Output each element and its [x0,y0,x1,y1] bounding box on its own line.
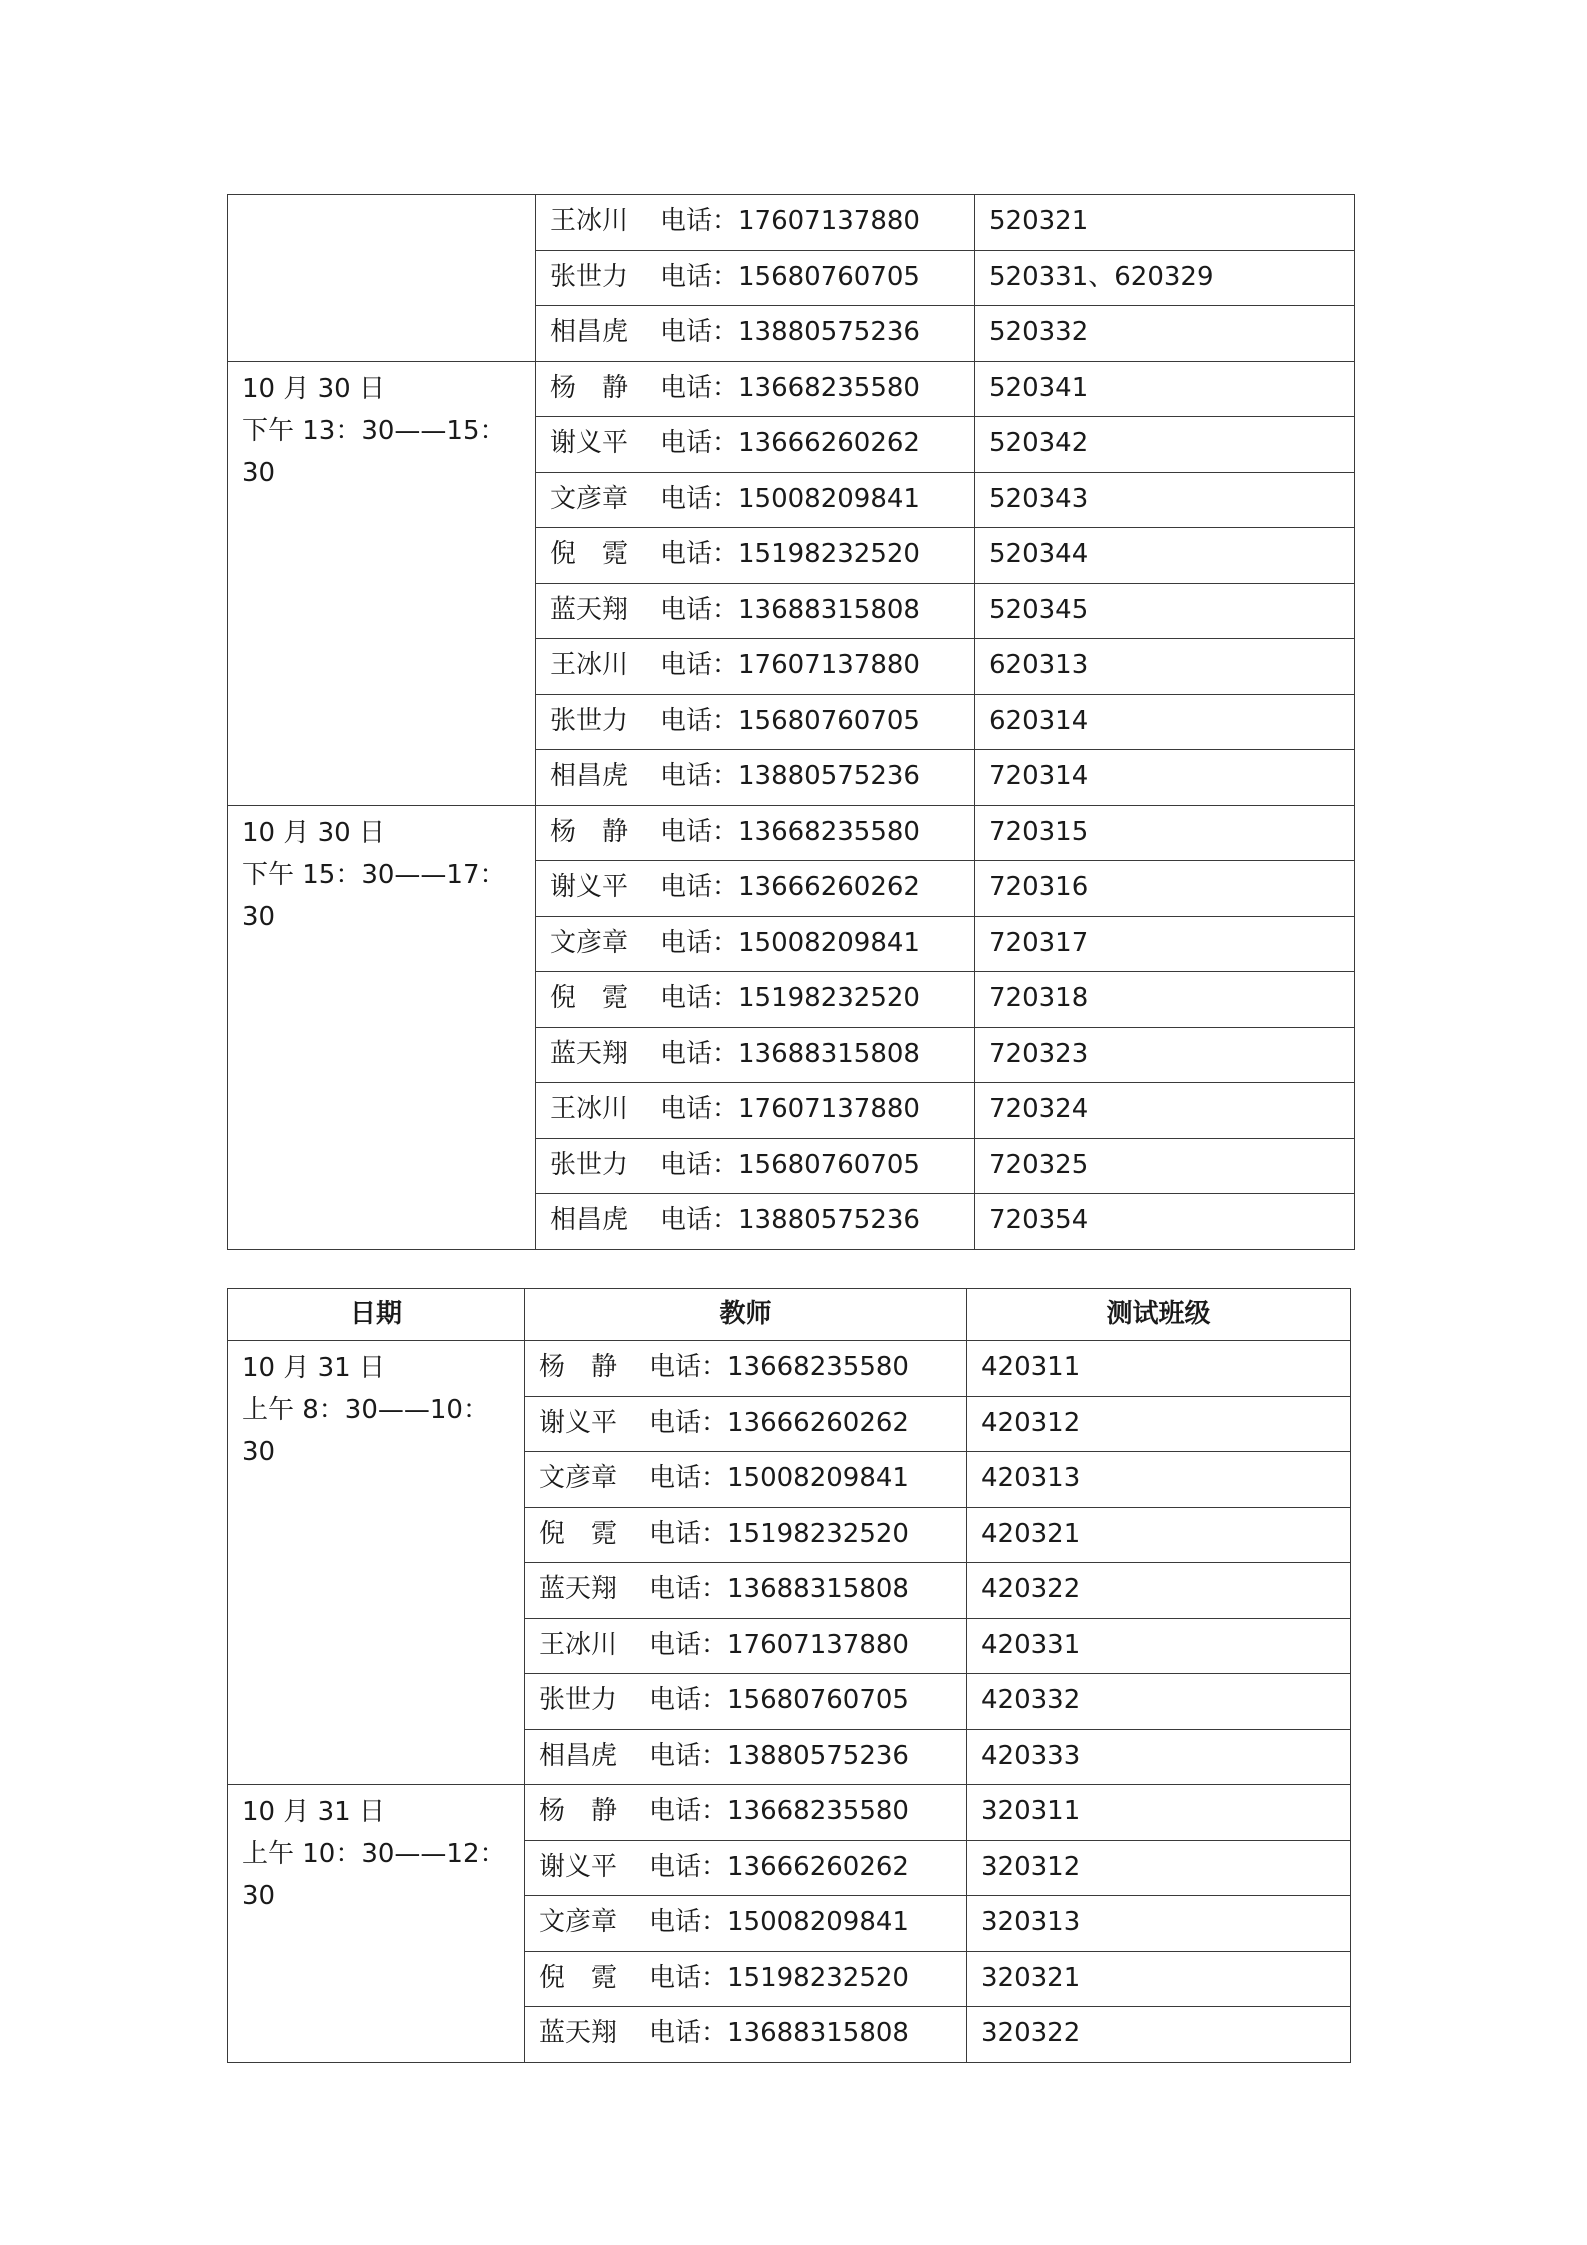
phone-number: 13668235580 [727,1352,909,1383]
teacher-cell [525,1785,967,1841]
phone-label: 电话： [660,483,739,514]
class-cell: 420331 [967,1618,1351,1674]
teacher-cell [525,1618,967,1674]
teacher-cell [536,195,975,251]
phone-number: 15008209841 [738,483,920,514]
class-cell: 520331、620329 [975,250,1355,306]
date-cell [228,1341,525,1785]
class-cell: 520344 [975,528,1355,584]
phone-label: 电话： [649,1463,728,1494]
teacher-cell [525,1840,967,1896]
class-cell: 620314 [975,694,1355,750]
date-cell [228,361,536,805]
date-line: 10 月 30 日 [242,817,385,848]
class-cell: 520345 [975,583,1355,639]
teacher-name: 张世力 [550,261,629,292]
class-cell: 720324 [975,1083,1355,1139]
phone-label: 电话： [660,594,739,625]
time-line: 下午 13：30——15：30 [242,415,506,488]
phone-number: 15198232520 [738,539,920,570]
time-line: 上午 10：30——12：30 [242,1839,506,1911]
teacher-name: 相昌虎 [539,1740,618,1771]
phone-label: 电话： [649,1407,728,1438]
teacher-name: 谢义平 [539,1851,618,1882]
teacher-name: 杨 静 [550,816,629,847]
phone-number: 13880575236 [738,1205,920,1236]
teacher-cell [536,694,975,750]
phone-label: 电话： [660,650,739,681]
teacher-name: 张世力 [550,705,629,736]
phone-label: 电话： [660,428,739,459]
phone-label: 电话： [660,261,739,292]
class-cell: 320322 [967,2007,1351,2063]
phone-number: 13880575236 [738,317,920,348]
teacher-name: 王冰川 [550,1094,629,1125]
header-date: 日期 [228,1289,525,1341]
class-cell: 420333 [967,1729,1351,1785]
table-row [228,195,1355,251]
phone-number: 13666260262 [727,1851,909,1882]
date-cell [228,1785,525,2063]
phone-number: 17607137880 [738,650,920,681]
date-line: 10 月 31 日 [242,1797,385,1827]
table-row [228,1341,1351,1397]
class-cell: 520343 [975,472,1355,528]
teacher-name: 杨 静 [539,1352,618,1383]
date-cell [228,195,536,362]
phone-number: 15680760705 [738,705,920,736]
phone-number: 13666260262 [738,872,920,903]
class-cell: 620313 [975,639,1355,695]
class-cell: 420321 [967,1507,1351,1563]
phone-number: 17607137880 [738,206,920,237]
header-class: 测试班级 [967,1289,1351,1341]
phone-number: 17607137880 [738,1094,920,1125]
teacher-name: 倪 霓 [550,539,629,570]
teacher-name: 谢义平 [550,428,629,459]
table-row [228,805,1355,861]
teacher-cell [525,1396,967,1452]
teacher-name: 相昌虎 [550,1205,629,1236]
phone-label: 电话： [660,1094,739,1125]
teacher-name: 相昌虎 [550,761,629,792]
teacher-name: 文彦章 [539,1463,618,1494]
phone-number: 13880575236 [727,1740,909,1771]
phone-label: 电话： [660,983,739,1014]
teacher-cell [536,861,975,917]
phone-number: 13688315808 [738,1038,920,1069]
phone-label: 电话： [660,206,739,237]
teacher-name: 蓝天翔 [550,594,629,625]
phone-label: 电话： [660,872,739,903]
teacher-name: 倪 霓 [539,1962,618,1993]
teacher-name: 蓝天翔 [539,2018,618,2049]
teacher-name: 王冰川 [539,1629,618,1660]
header-teacher: 教师 [525,1289,967,1341]
teacher-cell [525,1729,967,1785]
teacher-cell [536,528,975,584]
phone-label: 电话： [649,1629,728,1660]
schedule-table [227,1288,1351,2063]
table-row [228,1785,1351,1841]
phone-label: 电话： [660,1205,739,1236]
class-cell: 420311 [967,1341,1351,1397]
teacher-cell [536,639,975,695]
teacher-cell [525,1507,967,1563]
time-line: 上午 8：30——10：30 [242,1395,489,1467]
phone-number: 15198232520 [727,1518,909,1549]
teacher-cell [536,1138,975,1194]
class-cell: 520341 [975,361,1355,417]
phone-number: 15008209841 [727,1907,909,1938]
class-cell: 720314 [975,750,1355,806]
class-cell: 420312 [967,1396,1351,1452]
phone-number: 13666260262 [727,1407,909,1438]
teacher-cell [525,1951,967,2007]
teacher-name: 张世力 [539,1685,618,1716]
phone-label: 电话： [660,317,739,348]
table-row [228,361,1355,417]
phone-label: 电话： [660,539,739,570]
teacher-cell [536,583,975,639]
teacher-name: 相昌虎 [550,317,629,348]
class-cell: 720316 [975,861,1355,917]
phone-label: 电话： [649,1352,728,1383]
phone-label: 电话： [649,1907,728,1938]
teacher-name: 谢义平 [550,872,629,903]
teacher-cell [536,972,975,1028]
class-cell: 720325 [975,1138,1355,1194]
phone-number: 13668235580 [738,816,920,847]
teacher-cell [536,250,975,306]
phone-label: 电话： [649,2018,728,2049]
teacher-cell [536,417,975,473]
phone-label: 电话： [649,1574,728,1605]
teacher-name: 文彦章 [550,927,629,958]
phone-label: 电话： [660,1038,739,1069]
phone-number: 15680760705 [727,1685,909,1716]
phone-number: 15680760705 [738,261,920,292]
phone-label: 电话： [649,1685,728,1716]
phone-label: 电话： [660,1149,739,1180]
teacher-cell [536,472,975,528]
phone-label: 电话： [660,705,739,736]
teacher-name: 张世力 [550,1149,629,1180]
header-row [228,1289,1351,1341]
teacher-cell [536,306,975,362]
class-cell: 720317 [975,916,1355,972]
phone-number: 15008209841 [738,927,920,958]
phone-label: 电话： [660,816,739,847]
phone-number: 13880575236 [738,761,920,792]
phone-label: 电话： [660,927,739,958]
teacher-cell [525,1341,967,1397]
phone-number: 13688315808 [738,594,920,625]
phone-label: 电话： [649,1740,728,1771]
teacher-name: 蓝天翔 [539,1574,618,1605]
phone-number: 15198232520 [738,983,920,1014]
teacher-name: 蓝天翔 [550,1038,629,1069]
teacher-cell [536,1194,975,1250]
teacher-name: 王冰川 [550,206,629,237]
schedule-table-continued [227,194,1355,1250]
class-cell: 720323 [975,1027,1355,1083]
teacher-name: 王冰川 [550,650,629,681]
teacher-cell [525,1674,967,1730]
class-cell: 320321 [967,1951,1351,2007]
phone-number: 13688315808 [727,1574,909,1605]
phone-label: 电话： [649,1518,728,1549]
phone-label: 电话： [649,1796,728,1827]
class-cell: 420313 [967,1452,1351,1508]
date-cell [228,805,536,1249]
phone-number: 13668235580 [738,372,920,403]
class-cell: 520332 [975,306,1355,362]
class-cell: 320311 [967,1785,1351,1841]
class-cell: 520321 [975,195,1355,251]
class-cell: 720315 [975,805,1355,861]
phone-label: 电话： [660,761,739,792]
teacher-cell [536,1027,975,1083]
teacher-cell [536,1083,975,1139]
teacher-name: 倪 霓 [539,1518,618,1549]
teacher-name: 谢义平 [539,1407,618,1438]
phone-label: 电话： [649,1851,728,1882]
phone-number: 13666260262 [738,428,920,459]
phone-number: 13688315808 [727,2018,909,2049]
time-line: 下午 15：30——17：30 [242,859,506,932]
date-line: 10 月 30 日 [242,373,385,404]
teacher-cell [525,1896,967,1952]
class-cell: 320312 [967,1840,1351,1896]
class-cell: 420332 [967,1674,1351,1730]
class-cell: 720354 [975,1194,1355,1250]
teacher-cell [525,1563,967,1619]
teacher-name: 杨 静 [539,1796,618,1827]
phone-number: 13668235580 [727,1796,909,1827]
teacher-cell [525,2007,967,2063]
teacher-name: 文彦章 [539,1907,618,1938]
phone-number: 15198232520 [727,1962,909,1993]
class-cell: 320313 [967,1896,1351,1952]
class-cell: 420322 [967,1563,1351,1619]
teacher-cell [525,1452,967,1508]
phone-number: 15680760705 [738,1149,920,1180]
teacher-name: 杨 静 [550,372,629,403]
phone-number: 17607137880 [727,1629,909,1660]
phone-label: 电话： [660,372,739,403]
class-cell: 720318 [975,972,1355,1028]
teacher-name: 文彦章 [550,483,629,514]
class-cell: 520342 [975,417,1355,473]
phone-label: 电话： [649,1962,728,1993]
teacher-cell [536,805,975,861]
teacher-cell [536,361,975,417]
phone-number: 15008209841 [727,1463,909,1494]
teacher-cell [536,750,975,806]
date-line: 10 月 31 日 [242,1353,385,1383]
teacher-cell [536,916,975,972]
teacher-name: 倪 霓 [550,983,629,1014]
